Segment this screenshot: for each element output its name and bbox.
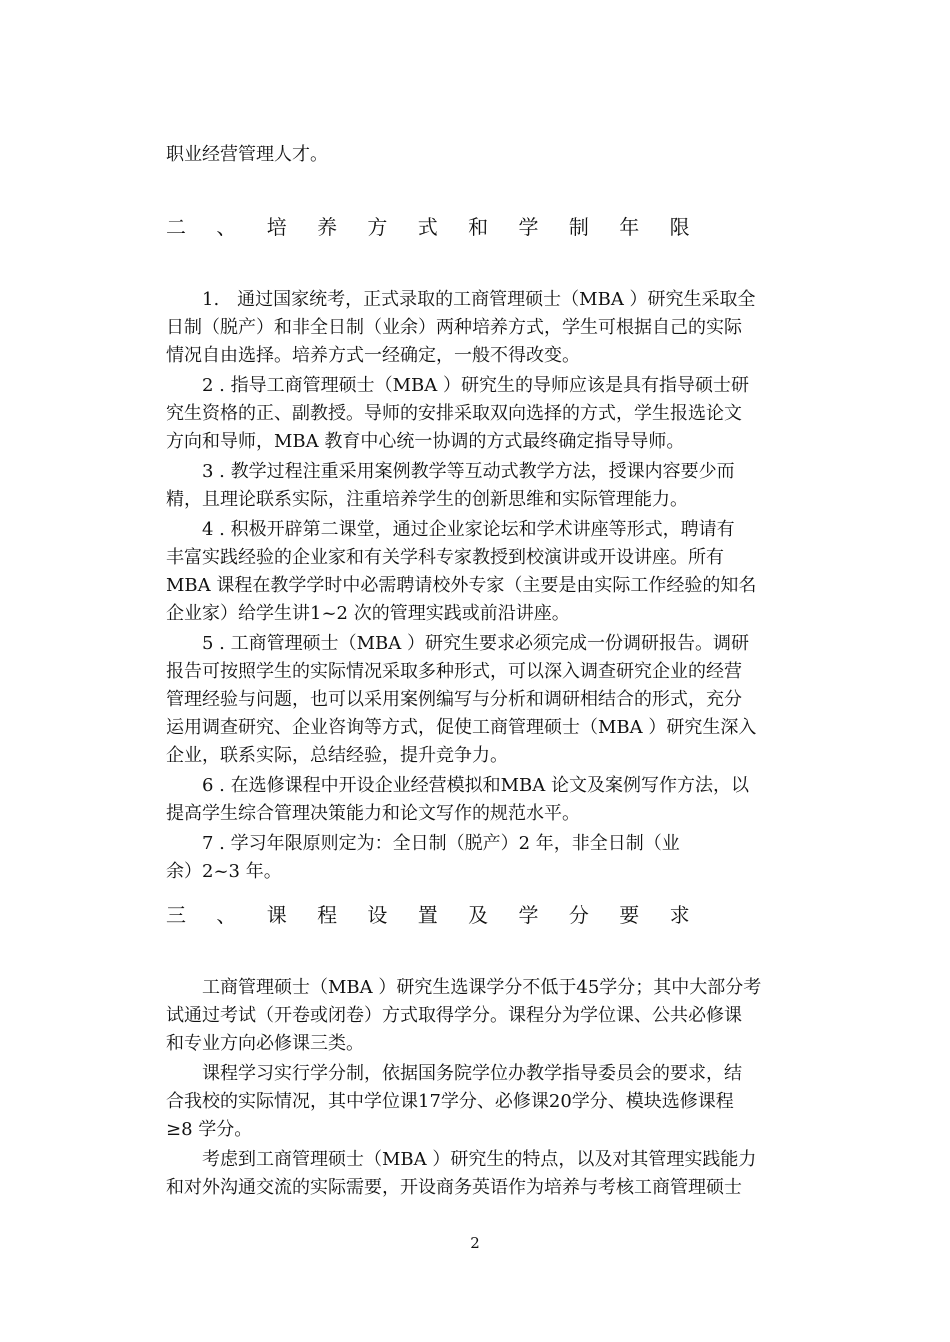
paragraph-line: 职业经营管理人才。 xyxy=(166,144,328,165)
paragraph-line: 提高学生综合管理决策能力和论文写作的规范水平。 xyxy=(166,803,580,824)
paragraph-line: 试通过考试（开卷或闭卷）方式取得学分。课程分为学位课、公共必修课 xyxy=(166,1005,742,1026)
paragraph-line: 2 . 指导工商管理硕士（MBA ）研究生的导师应该是具有指导硕士研 xyxy=(166,375,749,396)
paragraph-line: 方向和导师，MBA 教育中心统一协调的方式最终确定指导导师。 xyxy=(166,431,685,452)
paragraph-line: MBA 课程在教学学时中必需聘请校外专家（主要是由实际工作经验的知名 xyxy=(166,575,757,596)
paragraph-line: 报告可按照学生的实际情况采取多种形式，可以深入调查研究企业的经营 xyxy=(166,661,742,682)
paragraph-line: 1. 通过国家统考，正式录取的工商管理硕士（MBA ）研究生采取全 xyxy=(166,289,756,310)
paragraph-line: 6 . 在选修课程中开设企业经营模拟和MBA 论文及案例写作方法，以 xyxy=(166,775,749,796)
section-heading-3: 三 、 课 程 设 置 及 学 分 要 求 xyxy=(166,903,702,927)
paragraph-line: 究生资格的正、副教授。导师的安排采取双向选择的方式，学生报选论文 xyxy=(166,403,742,424)
paragraph-line: 余）2~3 年。 xyxy=(166,861,282,882)
paragraph-line: 考虑到工商管理硕士（MBA ）研究生的特点，以及对其管理实践能力 xyxy=(166,1149,757,1170)
paragraph-line: 4 . 积极开辟第二课堂，通过企业家论坛和学术讲座等形式，聘请有 xyxy=(166,519,735,540)
paragraph-line: 7 . 学习年限原则定为：全日制（脱产）2 年，非全日制（业 xyxy=(166,833,680,854)
paragraph-line: 和对外沟通交流的实际需要，开设商务英语作为培养与考核工商管理硕士 xyxy=(166,1177,742,1198)
paragraph-line: 课程学习实行学分制，依据国务院学位办教学指导委员会的要求，结 xyxy=(166,1063,742,1084)
section-heading-2: 二 、 培 养 方 式 和 学 制 年 限 xyxy=(166,215,702,239)
paragraph-line: 日制（脱产）和非全日制（业余）两种培养方式，学生可根据自己的实际 xyxy=(166,317,742,338)
paragraph-line: 合我校的实际情况，其中学位课17学分、必修课20学分、模块选修课程 xyxy=(166,1091,734,1112)
paragraph-line: 3 . 教学过程注重采用案例教学等互动式教学方法，授课内容要少而 xyxy=(166,461,735,482)
paragraph-line: 工商管理硕士（MBA ）研究生选课学分不低于45学分；其中大部分考 xyxy=(166,977,762,998)
paragraph-line: 精，且理论联系实际，注重培养学生的创新思维和实际管理能力。 xyxy=(166,489,688,510)
paragraph-line: 丰富实践经验的企业家和有关学科专家教授到校演讲或开设讲座。所有 xyxy=(166,547,724,568)
paragraph-line: 企业，联系实际，总结经验，提升竞争力。 xyxy=(166,745,508,766)
paragraph-line: 情况自由选择。培养方式一经确定，一般不得改变。 xyxy=(166,345,580,366)
paragraph-line: 和专业方向必修课三类。 xyxy=(166,1033,364,1054)
paragraph-line: 运用调查研究、企业咨询等方式，促使工商管理硕士（MBA ）研究生深入 xyxy=(166,717,757,738)
paragraph-line: 5 . 工商管理硕士（MBA ）研究生要求必须完成一份调研报告。调研 xyxy=(166,633,749,654)
paragraph-line: 管理经验与问题，也可以采用案例编写与分析和调研相结合的形式，充分 xyxy=(166,689,742,710)
page-number: 2 xyxy=(470,1234,480,1252)
paragraph-line: ≥8 学分。 xyxy=(166,1119,253,1140)
paragraph-line: 企业家）给学生讲1~2 次的管理实践或前沿讲座。 xyxy=(166,603,570,624)
